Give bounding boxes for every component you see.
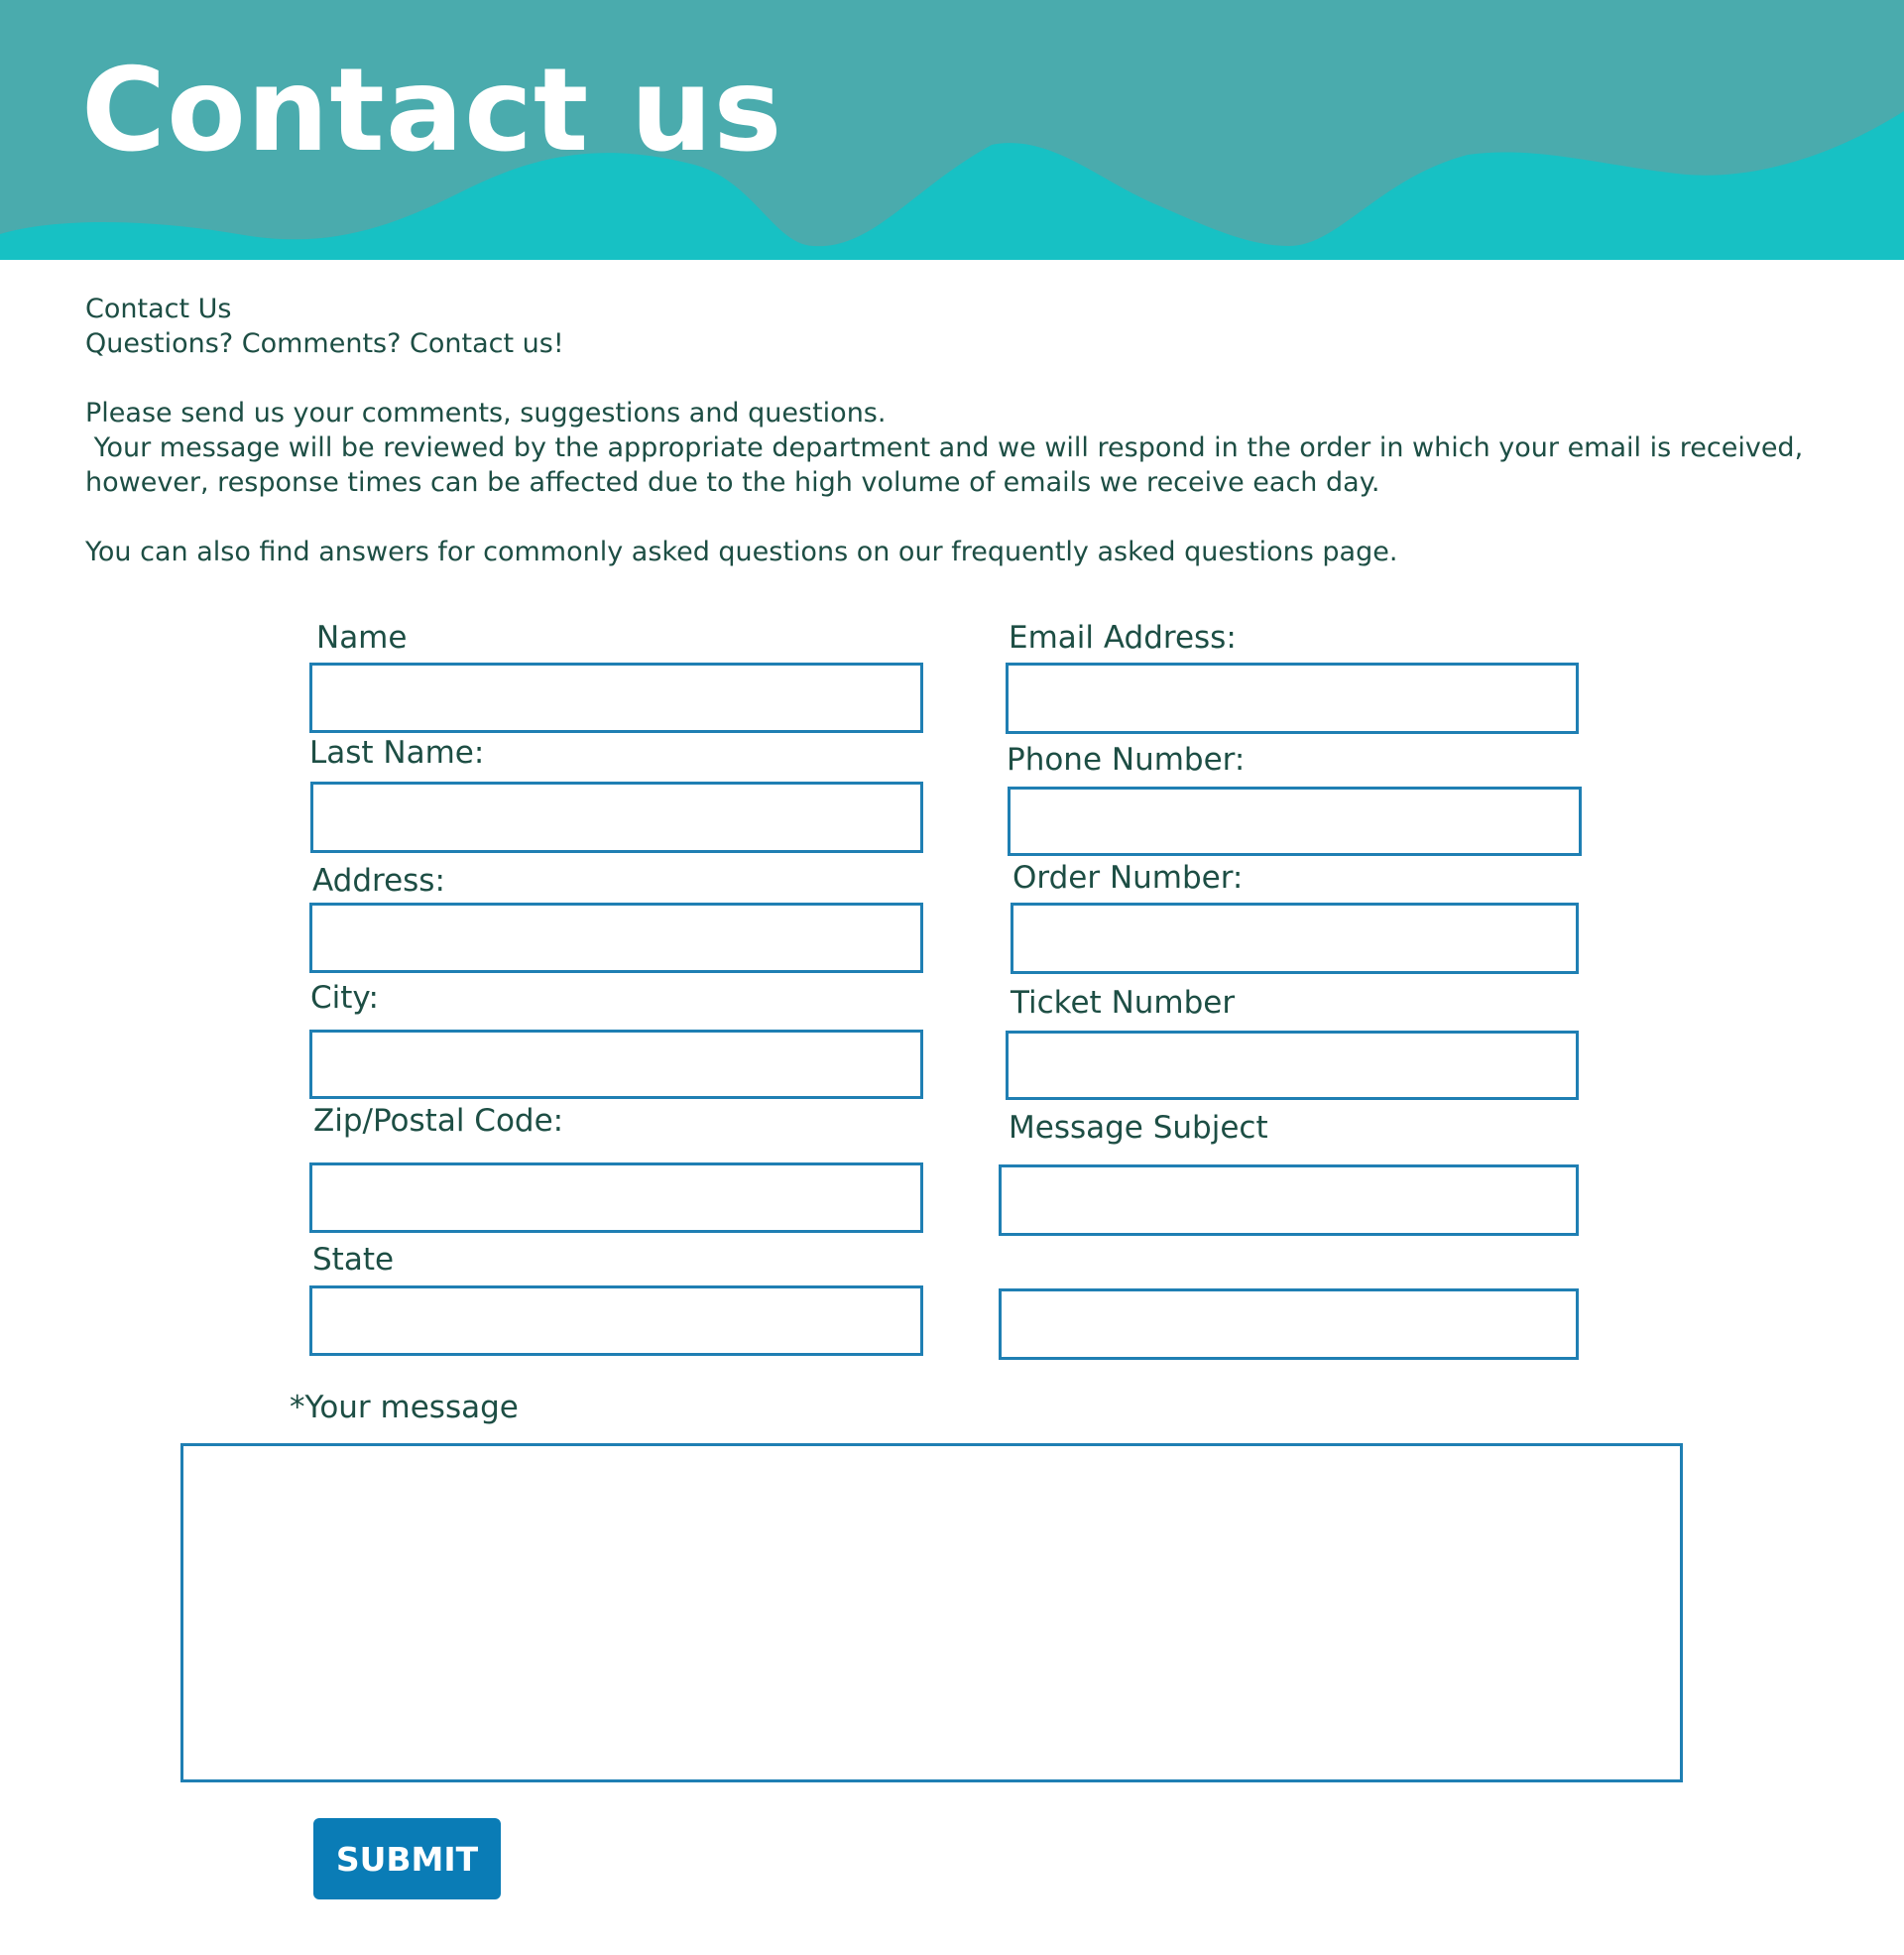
city-label: City:	[310, 980, 379, 1016]
intro-line-3: however, response times can be affected due to the high volume of emails we receive each day.	[85, 467, 1380, 498]
zip-input[interactable]	[309, 1162, 923, 1233]
intro-text	[85, 292, 1870, 569]
phone-label: Phone Number:	[1007, 742, 1246, 778]
email-input[interactable]	[1006, 663, 1579, 734]
intro-heading: Contact Us	[85, 294, 232, 324]
address-input[interactable]	[309, 903, 923, 973]
message-label: *Your message	[290, 1390, 519, 1425]
message-textarea[interactable]	[180, 1443, 1683, 1782]
state-label: State	[312, 1242, 395, 1278]
order-number-label: Order Number:	[1012, 860, 1244, 896]
last-name-label: Last Name:	[309, 735, 485, 771]
order-number-input[interactable]	[1011, 903, 1579, 974]
header-banner	[0, 0, 1904, 260]
submit-button[interactable]: SUBMIT	[313, 1818, 501, 1899]
message-subject-input[interactable]	[999, 1164, 1579, 1236]
name-label: Name	[316, 620, 408, 656]
phone-input[interactable]	[1008, 787, 1582, 856]
address-label: Address:	[312, 863, 445, 899]
message-subject-label: Message Subject	[1009, 1110, 1268, 1146]
zip-label: Zip/Postal Code:	[313, 1103, 564, 1139]
ticket-number-input[interactable]	[1006, 1031, 1579, 1100]
last-name-input[interactable]	[310, 782, 923, 853]
email-label: Email Address:	[1009, 620, 1237, 656]
page-title: Contact us	[81, 44, 783, 178]
intro-tagline: Questions? Comments? Contact us!	[85, 328, 564, 359]
intro-line-2: Your message will be reviewed by the appropriate department and we will respond in the order in which your email is received,	[85, 432, 1804, 463]
city-input[interactable]	[309, 1030, 923, 1099]
name-input[interactable]	[309, 663, 923, 733]
ticket-number-label: Ticket Number	[1011, 985, 1236, 1021]
intro-line-4: You can also find answers for commonly asked questions on our frequently asked questions page.	[85, 537, 1398, 567]
state-input[interactable]	[309, 1285, 923, 1356]
intro-line-1: Please send us your comments, suggestions and questions.	[85, 398, 887, 428]
extra-input[interactable]	[999, 1288, 1579, 1360]
